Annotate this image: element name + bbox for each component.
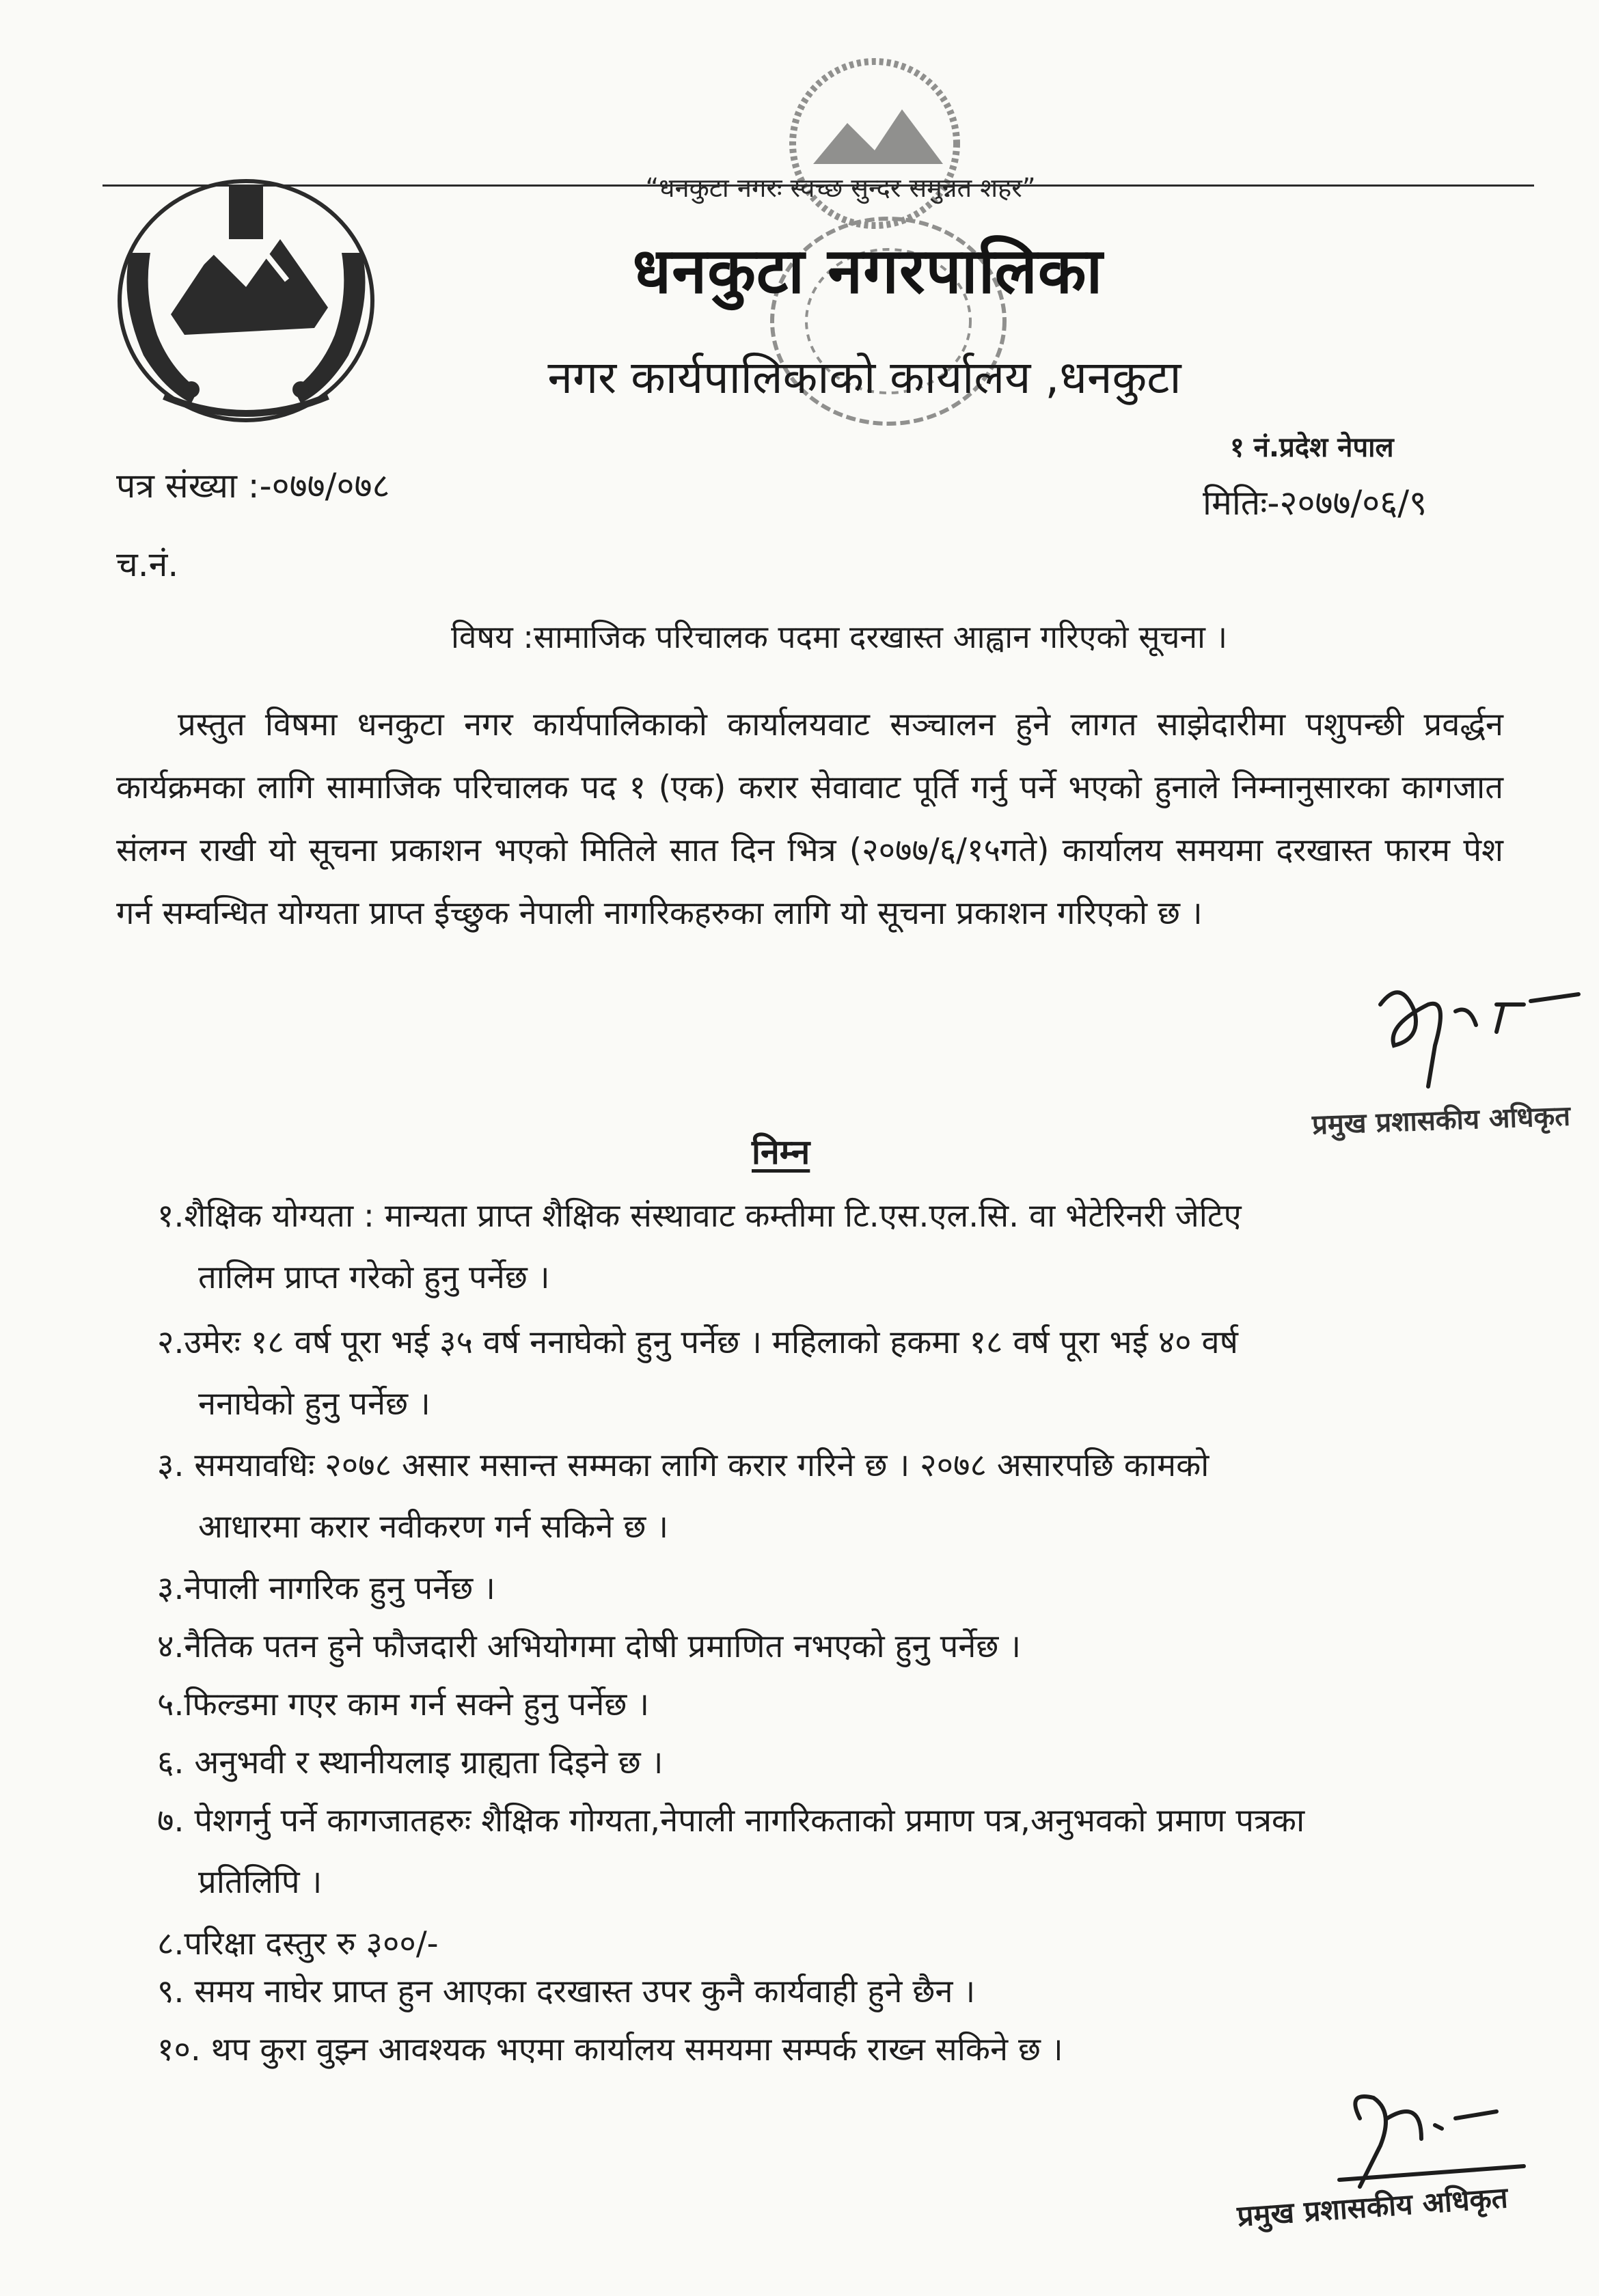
requirement-item — [157, 1732, 1524, 1794]
notice-date: मितिः-२०७७/०६/९ — [1203, 483, 1427, 523]
requirement-line: ९. समय नाघेर प्राप्त हुन आएका दरखास्त उपर कुनै कार्यवाही हुने छैन । — [157, 1973, 976, 2010]
requirement-continuation: आधारमा करार नवीकरण गर्न सकिने छ । — [198, 1508, 669, 1546]
notice-subject: विषय :सामाजिक परिचालक पदमा दरखास्त आह्वान गरिएको सूचना । — [451, 618, 1228, 655]
requirement-line: ६. अनुभवी र स्थानीयलाइ ग्राह्यता दिइने छ । — [157, 1744, 664, 1781]
requirement-line: १०. थप कुरा वुझ्न आवश्यक भएमा कार्यालय समयमा सम्पर्क राख्न सकिने छ । — [157, 2031, 1063, 2068]
requirement-continuation: तालिम प्राप्त गरेको हुनु पर्नेछ । — [198, 1259, 550, 1296]
requirements-heading: निम्न — [752, 1132, 810, 1172]
requirement-item — [157, 1558, 1524, 1620]
requirement-line: ५.फिल्डमा गएर काम गर्न सक्ने हुनु पर्नेछ । — [157, 1686, 650, 1723]
requirement-line: २.उमेरः १८ वर्ष पूरा भई ३५ वर्ष ननाघेको हुनु पर्नेछ । महिलाको हकमा १८ वर्ष पूरा भई ४० वर्ष — [157, 1324, 1238, 1361]
requirement-item — [157, 1674, 1524, 1736]
handwritten-signature-icon — [1360, 964, 1585, 1114]
requirement-continuation: प्रतिलिपि । — [198, 1863, 323, 1901]
requirement-line: ८.परिक्षा दस्तुर रु ३००/- — [157, 1925, 439, 1963]
requirement-line: ४.नैतिक पतन हुने फौजदारी अभियोगमा दोषी प्रमाणित नभएको हुनु पर्नेछ । — [157, 1628, 1022, 1665]
requirement-item — [157, 1790, 1524, 1913]
intro-paragraph: प्रस्तुत विषमा धनकुटा नगर कार्यपालिकाको कार्यालयवाट सञ्चालन हुने लागत साझेदारीमा पशुपन्छी प्रवर्द्धन कार्यक्रमका लागि सामाजिक परिचालक पद १ (एक) करार सेवावाट पूर्ति गर्नु पर्ने भएको हुनाले निम्नानुसारका कागजात संलग्न राखी यो सूचना प्रकाशन भएको मितिले सात दिन भित्र (२०७७/६/१५गते) कार्यालय समयमा दरखास्त फारम पेश गर्न सम्वन्धित योग्यता प्राप्त ईच्छुक नेपाली नागरिकहरुका लागि यो सूचना प्रकाशन गरिएको छ । — [116, 706, 1503, 932]
requirement-item — [157, 1312, 1524, 1435]
province-label: १ नं.प्रदेश नेपाल — [1230, 432, 1394, 463]
municipal-motto: “धनकुटा नगरः स्वच्छ सुन्दर समुन्नत शहर” — [645, 173, 1036, 203]
requirement-item — [157, 1961, 1524, 2023]
requirement-line: ३. समयावधिः २०७८ असार मसान्त सम्मका लागि करार गरिने छ । २०७८ असारपछि कामको — [157, 1447, 1210, 1484]
requirement-item — [157, 1435, 1524, 1558]
requirement-continuation: ननाघेको हुनु पर्नेछ । — [198, 1385, 430, 1423]
dispatch-number: च.नं. — [116, 545, 179, 584]
requirement-line: १.शैक्षिक योग्यता : मान्यता प्राप्त शैक्षिक संस्थावाट कम्तीमा टि.एस.एल.सि. वा भेटेरिनरी जेटिए — [157, 1197, 1242, 1235]
requirement-line: ७. पेशगर्नु पर्ने कागजातहरुः शैक्षिक गोग्यता,नेपाली नागरिकताको प्रमाण पत्र,अनुभवको प्रमाण पत्रका — [157, 1802, 1305, 1840]
requirement-item — [157, 1616, 1524, 1678]
signature-designation-bottom: प्रमुख प्रशासकीय अधिकृत — [1235, 2181, 1509, 2233]
signature-designation-top: प्रमुख प्रशासकीय अधिकृत — [1311, 1100, 1571, 1141]
nepal-government-emblem-icon — [109, 171, 383, 430]
requirement-line: ३.नेपाली नागरिक हुनु पर्नेछ । — [157, 1570, 495, 1607]
reference-number: पत्र संख्या :-०७७/०७८ — [116, 466, 390, 506]
requirement-item — [157, 2019, 1524, 2081]
organization-title: धनकुटा नगरपालिका — [632, 234, 1104, 308]
requirement-item — [157, 1186, 1524, 1309]
office-name: नगर कार्यपालिकाको कार्यालय ,धनकुटा — [547, 351, 1181, 404]
